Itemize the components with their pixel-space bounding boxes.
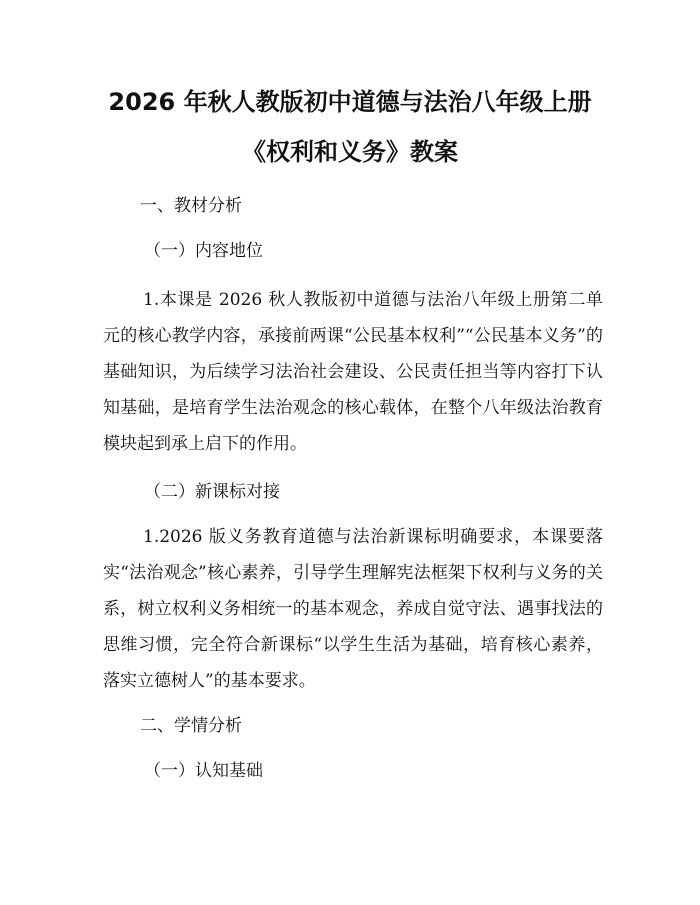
paragraph-new-curriculum: 1.2026 版义务教育道德与法治新课标明确要求，本课要落实“法治观念”核心素养，引导学生理解宪法框架下权利与义务的关系，树立权利义务相统一的基本观念，养成自觉守法、遇事找法的思维习惯，完全符合新课标“以学生生活为基础，培育核心素养，落实立德树人”的基本要求。 <box>103 527 603 691</box>
section-heading-textbook-analysis: 一、教材分析 <box>140 196 242 216</box>
subsection-heading-cognitive-basis: （一）认知基础 <box>144 761 263 781</box>
section-heading-learner-analysis: 二、学情分析 <box>140 716 242 736</box>
subsection-heading-new-curriculum: （二）新课标对接 <box>144 482 280 502</box>
document-title-line-1: 2026 年秋人教版初中道德与法治八年级上册 <box>108 88 592 116</box>
paragraph-content-position: 1.本课是 2026 秋人教版初中道德与法治八年级上册第二单元的核心教学内容，承接前两课“公民基本权利”“公民基本义务”的基础知识，为后续学习法治社会建设、公民责任担当等内容打下认知基础，是培育学生法治观念的核心载体，在整个八年级法治教育模块起到承上启下的作用。 <box>103 290 603 454</box>
document-title-line-2: 《权利和义务》教案 <box>242 138 458 166</box>
subsection-heading-content-position: （一）内容地位 <box>144 241 263 261</box>
